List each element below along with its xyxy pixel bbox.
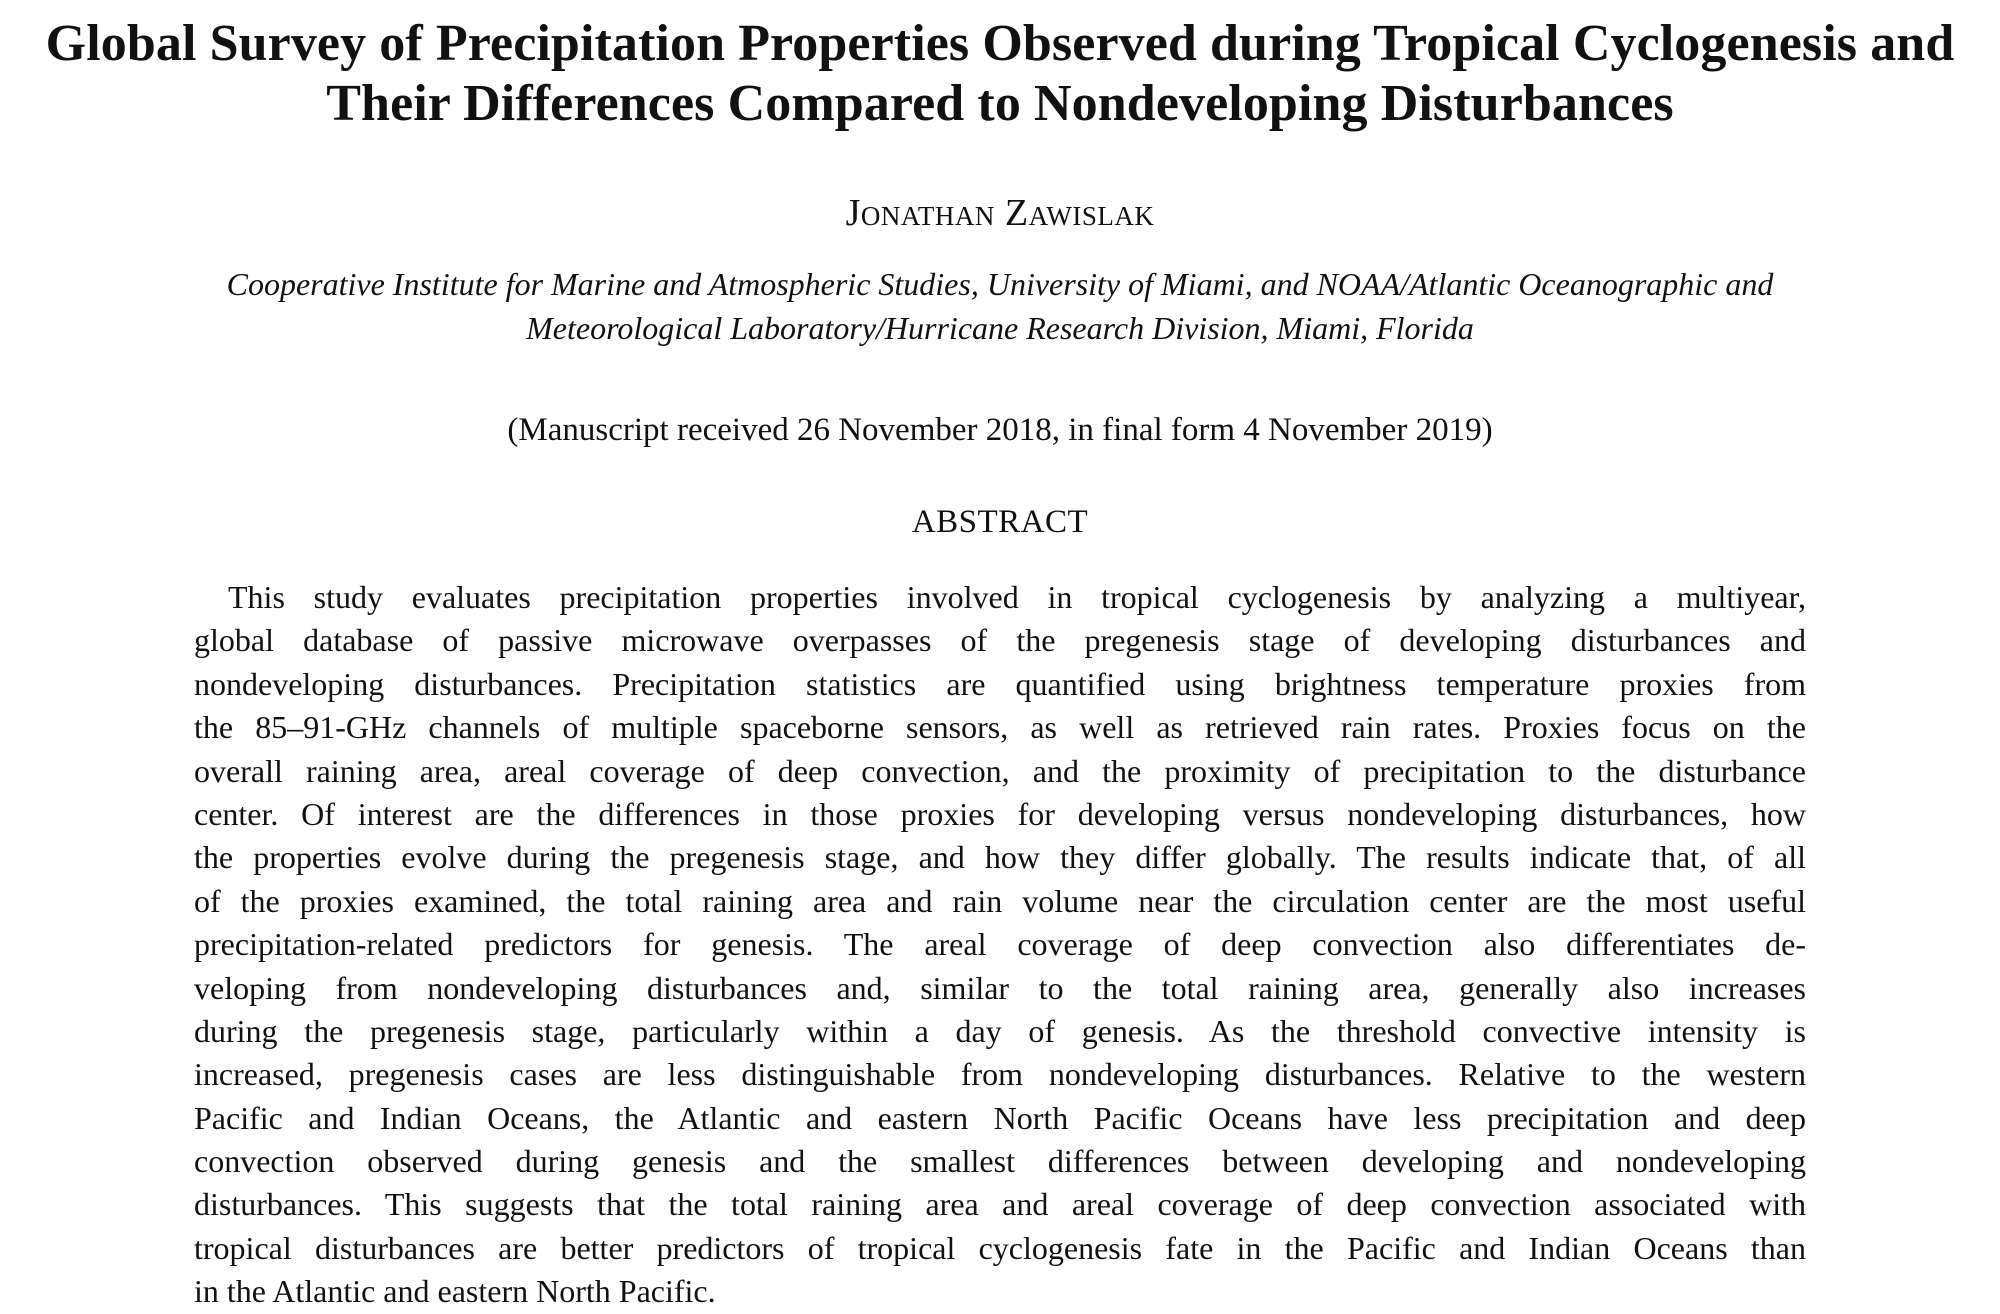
abstract-line: disturbances. This suggests that the total raining area and areal coverage of deep convection associated with [194,1186,1806,1223]
abstract-line: nondeveloping disturbances. Precipitation statistics are quantified using brightness temperature proxies from [194,665,1806,702]
abstract-line: increased, pregenesis cases are less distinguishable from nondeveloping disturbances. Relative to the western [194,1056,1806,1093]
abstract-line: center. Of interest are the differences in those proxies for developing versus nondeveloping disturbances, how [194,795,1806,832]
abstract-line: overall raining area, areal coverage of deep convection, and the proximity of precipitation to the disturbance [194,752,1806,789]
paper-title [0,14,2000,134]
abstract-line: convection observed during genesis and the smallest differences between developing and nondeveloping [194,1143,1806,1180]
author-affiliation [0,262,2000,350]
author-name: Jonathan Zawislak [845,192,1155,234]
abstract-line: in the Atlantic and eastern North Pacific. [194,1273,716,1310]
abstract-line: the properties evolve during the pregenesis stage, and how they differ globally. The results indicate that, of all [194,839,1806,876]
abstract-line: the 85–91-GHz channels of multiple spaceborne sensors, as well as retrieved rain rates. Proxies focus on the [194,709,1806,746]
affiliation-line-2: Meteorological Laboratory/Hurricane Research Division, Miami, Florida [526,310,1474,346]
abstract-line: Pacific and Indian Oceans, the Atlantic and eastern North Pacific Oceans have less precipitation and deep [194,1099,1806,1136]
paper-title-line-2: Their Differences Compared to Nondeveloping Disturbances [326,75,1674,132]
abstract-line: This study evaluates precipitation properties involved in tropical cyclogenesis by analyzing a multiyear, [228,579,1806,615]
abstract-line: precipitation-related predictors for genesis. The areal coverage of deep convection also differentiates de- [194,926,1806,963]
abstract-line: of the proxies examined, the total raining area and rain volume near the circulation center are the most useful [194,882,1806,919]
abstract-line: veloping from nondeveloping disturbances and, similar to the total raining area, generally also increases [194,969,1806,1006]
paper-title-line-1: Global Survey of Precipitation Properties Observed during Tropical Cyclogenesis and [45,15,1955,72]
abstract-heading: ABSTRACT [911,504,1089,540]
abstract-line: tropical disturbances are better predictors of tropical cyclogenesis fate in the Pacific and Indian Oceans than [194,1229,1806,1266]
affiliation-line-1: Cooperative Institute for Marine and Atmospheric Studies, University of Miami, and NOAA/Atlantic Oceanographic and [226,266,1774,302]
abstract-line: during the pregenesis stage, particularly within a day of genesis. As the threshold convective intensity is [194,1012,1806,1049]
abstract-body [194,576,1806,1314]
manuscript-dates: (Manuscript received 26 November 2018, in final form 4 November 2019) [507,412,1493,448]
abstract-line: global database of passive microwave overpasses of the pregenesis stage of developing disturbances and [194,622,1806,659]
